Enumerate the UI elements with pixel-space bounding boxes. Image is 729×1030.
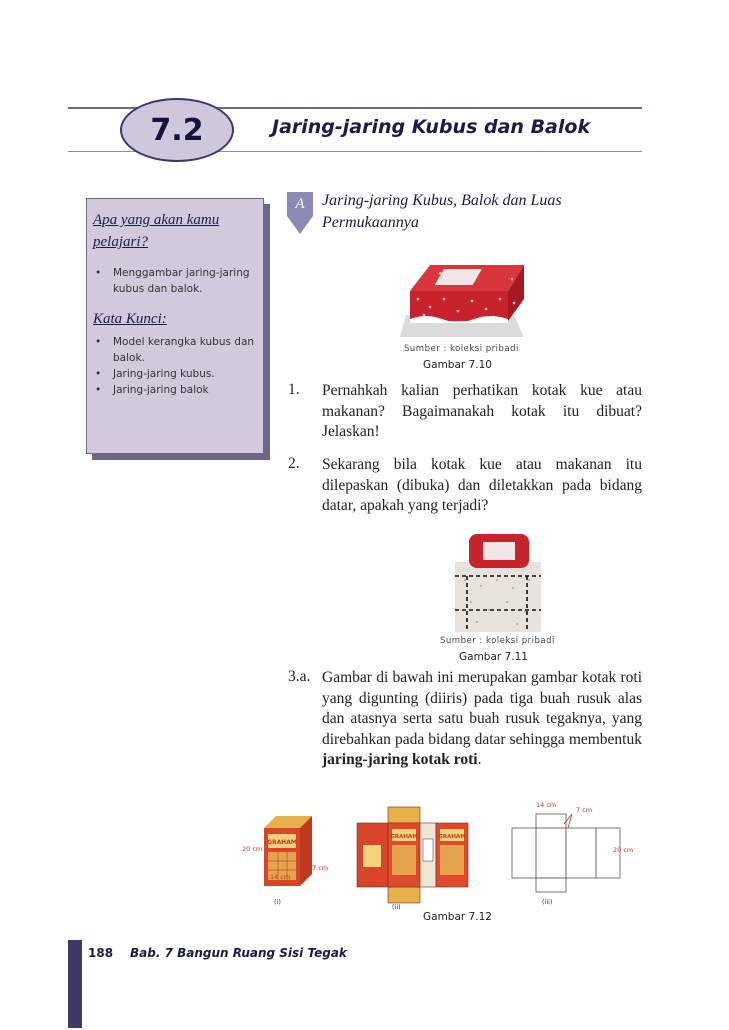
- question-number: 1.: [288, 381, 300, 398]
- dim-label-depth: 7 cm: [312, 864, 329, 872]
- svg-text:GRAHAM: GRAHAM: [390, 834, 418, 840]
- question-text-part: Gambar di bawah ini merupakan gambar kotak roti yang digunting (diiris) pada tiga buah rusuk alas dan atasnya serta satu buah rusuk tegaknya, yang direbahkan pada bidang datar sehingga membentuk: [322, 669, 642, 748]
- section-number: 7.2: [150, 112, 204, 148]
- figure-label-iii: (iii): [542, 898, 553, 906]
- dim-label-height: 20 cm: [242, 845, 263, 853]
- svg-text:GRAHAM: GRAHAM: [267, 839, 297, 846]
- sidebar-question: Apa yang akan kamu pelajari?: [93, 212, 220, 250]
- section-title: Jaring-jaring Kubus dan Balok: [272, 116, 591, 138]
- net-dim-depth: 7 cm: [576, 806, 593, 814]
- chapter-title: Bab. 7 Bangun Ruang Sisi Tegak: [130, 946, 347, 960]
- question-text: Pernahkah kalian perhatikan kotak kue atau makanan? Bagaimanakah kotak itu dibuat? Jelaskan!: [322, 382, 642, 440]
- keyword-list: [93, 334, 257, 398]
- keyword-item: • Model kerangka kubus dan balok.: [93, 334, 257, 366]
- svg-text:GRAHAM: GRAHAM: [438, 834, 466, 840]
- keyword-item: • Jaring-jaring balok: [93, 382, 257, 398]
- unfolded-box-photo: [447, 530, 547, 634]
- question-text-end: .: [477, 751, 482, 768]
- figure-caption: Gambar 7.10: [423, 359, 492, 371]
- figure-source: Sumber : koleksi pribadi: [440, 636, 555, 646]
- learning-sidebar: [86, 198, 264, 454]
- dim-label-width: 14 cm: [270, 873, 291, 881]
- figure-caption: Gambar 7.12: [423, 911, 492, 923]
- page-number: 188: [88, 946, 114, 960]
- figure-source: Sumber : koleksi pribadi: [404, 344, 519, 354]
- question-text: Sekarang bila kotak kue atau makanan itu dilepaskan (dibuka) dan diletakkan pada bidang datar, apakah yang terjadi?: [322, 456, 642, 514]
- figure-label-i: (i): [274, 898, 281, 906]
- cracker-box-net: [355, 805, 481, 905]
- question-number: 2.: [288, 455, 300, 472]
- question-number: 3.a.: [288, 668, 311, 685]
- learn-list: [93, 265, 257, 297]
- question-bold-term: jaring-jaring kotak roti: [322, 751, 478, 768]
- subsection-badge: [287, 192, 313, 234]
- subsection-title: Jaring-jaring Kubus, Balok dan Luas Permukaannya: [322, 192, 562, 231]
- subsection-letter: A: [295, 196, 305, 212]
- question-text: [322, 668, 642, 771]
- net-dim-width: 14 cm: [536, 801, 557, 809]
- net-dim-height: 20 cm: [613, 846, 634, 854]
- section-number-badge: [120, 98, 234, 162]
- keywords-title: Kata Kunci:: [93, 311, 167, 327]
- cake-box-photo: [396, 255, 526, 341]
- figure-label-ii: (ii): [392, 903, 401, 911]
- keyword-item: • Jaring-jaring kubus.: [93, 366, 257, 382]
- footer-bar: [68, 940, 82, 1028]
- figure-caption: Gambar 7.11: [459, 651, 528, 663]
- learn-item: • Menggambar jaring-jaring kubus dan balok.: [93, 265, 257, 297]
